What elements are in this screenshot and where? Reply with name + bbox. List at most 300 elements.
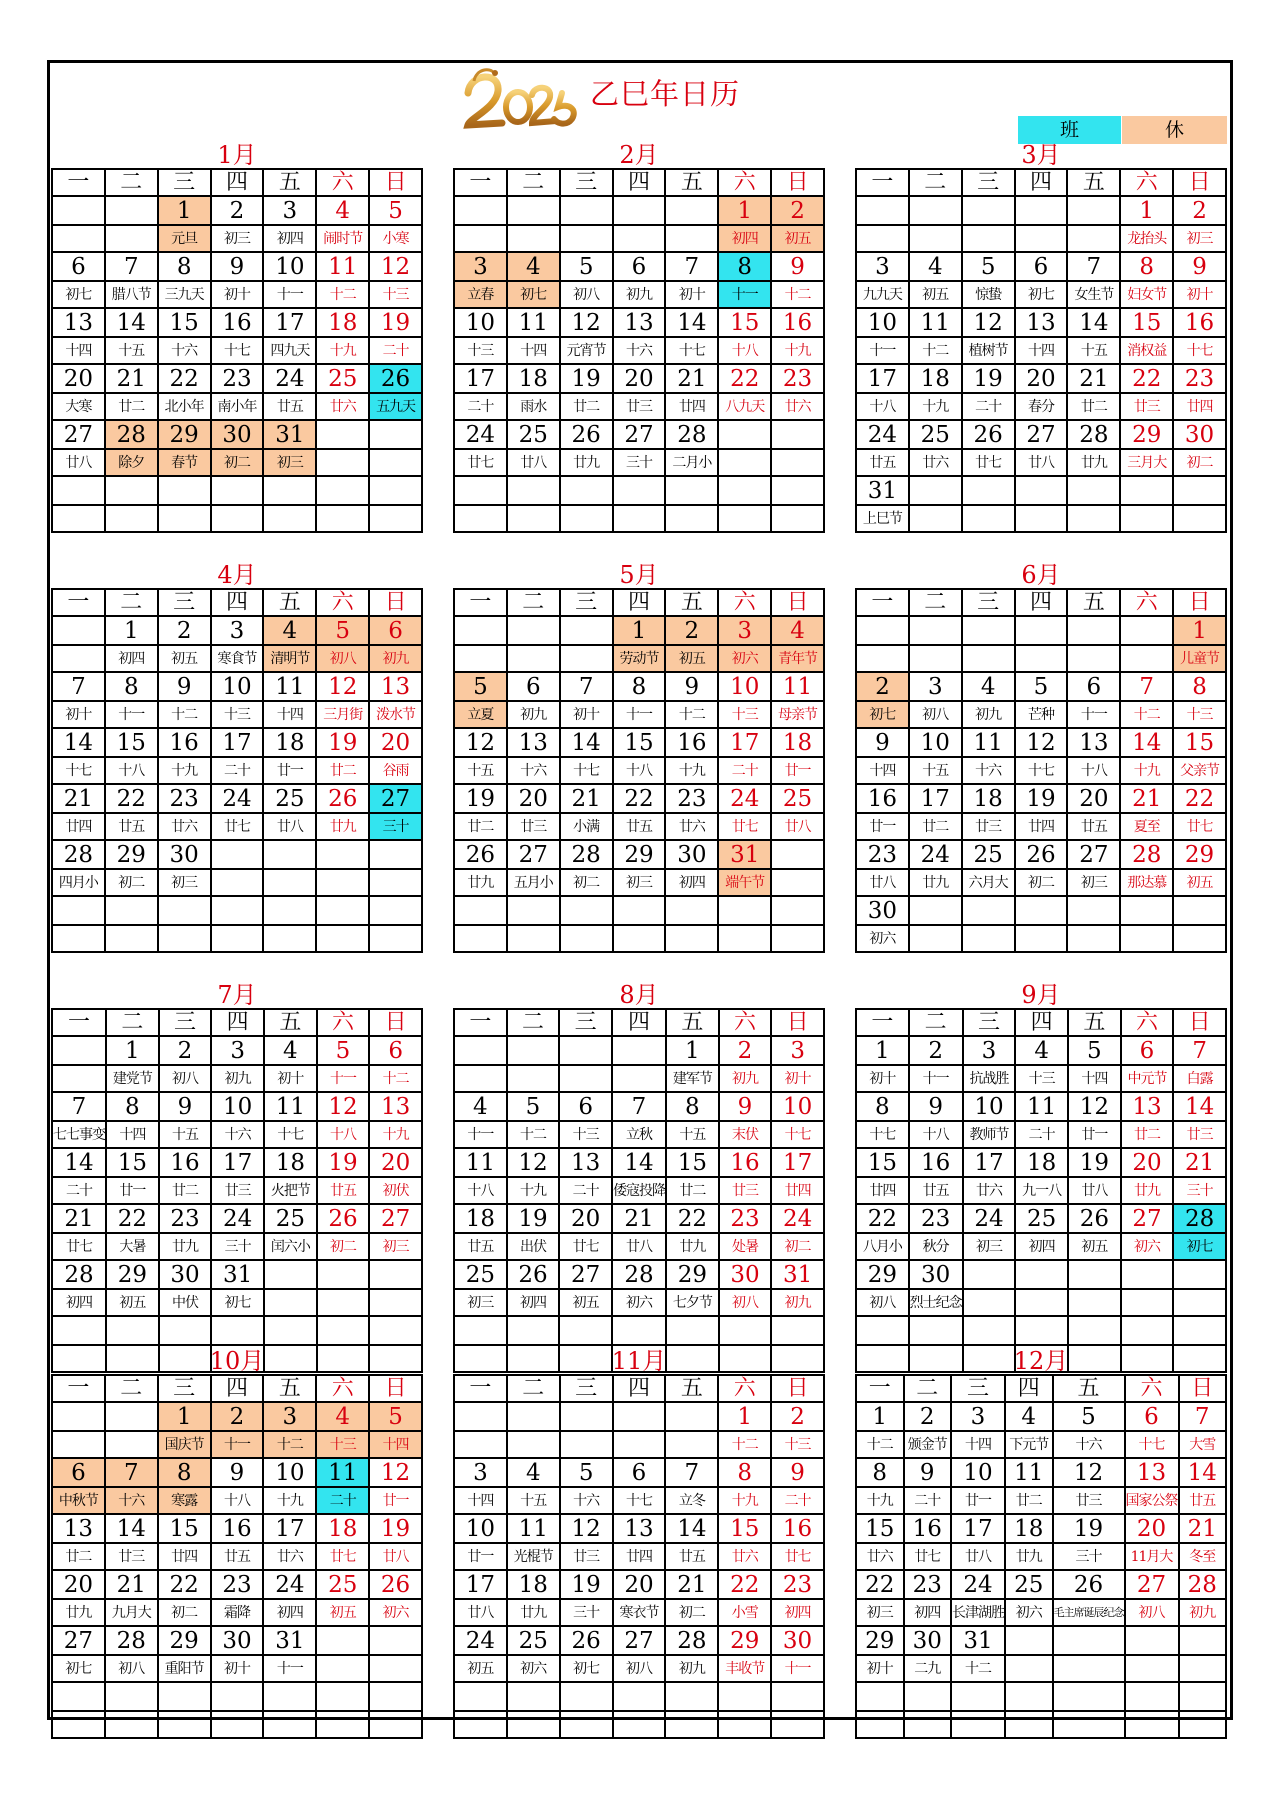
day-number: 7: [1180, 1403, 1228, 1432]
lunar-label: 三十: [1054, 1544, 1126, 1571]
lunar-label: 廿六: [317, 394, 370, 421]
lunar-label: 廿二: [455, 814, 508, 841]
lunar-label: 火把节: [265, 1178, 318, 1205]
day-number: 27: [1016, 421, 1069, 450]
day-number: 4: [265, 1037, 318, 1066]
lunar-label: 初五: [560, 1290, 613, 1317]
lunar-label: 龙抬头: [1121, 226, 1174, 253]
lunar-label: 七七事变: [53, 1122, 107, 1149]
lunar-label: 廿八: [857, 870, 910, 897]
weekday-header: 三: [159, 170, 212, 197]
day-number: 29: [106, 841, 159, 870]
lunar-label: 廿七: [772, 1544, 825, 1571]
day-number: 6: [1122, 1037, 1175, 1066]
lunar-label: 十四: [455, 1488, 508, 1515]
day-number: 2: [720, 1037, 773, 1066]
day-number: 19: [1054, 1515, 1126, 1544]
lunar-label: 廿五: [212, 1544, 265, 1571]
empty-cell: [857, 226, 910, 253]
day-number: 28: [53, 1261, 107, 1290]
empty-cell: [370, 1656, 423, 1683]
weekday-header: 四: [1016, 590, 1069, 617]
empty-cell: [1016, 617, 1069, 646]
empty-cell: [160, 1317, 213, 1346]
day-number: 9: [160, 1093, 213, 1122]
lunar-label: 三十: [370, 814, 423, 841]
empty-cell: [455, 617, 508, 646]
day-number: 25: [455, 1261, 508, 1290]
lunar-label: 惊蛰: [963, 282, 1016, 309]
empty-cell: [1174, 477, 1227, 506]
day-number: 12: [317, 673, 370, 702]
lunar-label: 十九: [508, 1178, 561, 1205]
lunar-label: 十四: [1069, 1066, 1122, 1093]
empty-cell: [1054, 1712, 1126, 1739]
day-number: 8: [857, 1093, 910, 1122]
lunar-label: 初五: [1174, 870, 1227, 897]
lunar-label: 廿五: [264, 394, 317, 421]
weekday-header: 六: [317, 1376, 370, 1403]
lunar-label: 廿五: [857, 450, 910, 477]
lunar-label: 二十: [560, 1178, 613, 1205]
day-number: 7: [1121, 673, 1174, 702]
lunar-label: 那达慕: [1121, 870, 1174, 897]
weekday-header: 五: [264, 170, 317, 197]
empty-cell: [614, 477, 667, 506]
weekday-header: 三: [952, 1376, 1006, 1403]
lunar-label: 初十: [857, 1066, 910, 1093]
weekday-header: 五: [1068, 170, 1121, 197]
lunar-label: 初七: [53, 282, 106, 309]
empty-cell: [53, 226, 106, 253]
day-number: 11: [317, 253, 370, 282]
day-number: 14: [561, 729, 614, 758]
day-number: 18: [910, 365, 963, 394]
empty-cell: [560, 1317, 613, 1346]
lunar-label: 十三: [1174, 702, 1227, 729]
lunar-label: 十八: [455, 1178, 508, 1205]
lunar-label: 初二: [1174, 450, 1227, 477]
lunar-label: 大寒: [53, 394, 106, 421]
month-grid: [855, 1008, 1227, 1373]
empty-cell: [561, 506, 614, 533]
day-number: 16: [1174, 309, 1227, 338]
lunar-label: 廿二: [1122, 1122, 1175, 1149]
lunar-label: 廿八: [613, 1234, 667, 1261]
lunar-label: 十三: [772, 1432, 825, 1459]
empty-cell: [910, 1317, 964, 1346]
weekday-header: 六: [318, 1010, 371, 1037]
lunar-label: 女生节: [1068, 282, 1121, 309]
lunar-label: 十一: [318, 1066, 371, 1093]
weekday-header: 一: [857, 590, 910, 617]
empty-cell: [264, 1683, 317, 1712]
day-number: 24: [772, 1205, 825, 1234]
empty-cell: [265, 1261, 318, 1290]
empty-cell: [1016, 226, 1069, 253]
empty-cell: [561, 1403, 614, 1432]
day-number: 24: [455, 421, 508, 450]
weekday-header: 二: [508, 170, 561, 197]
lunar-label: 十一: [106, 702, 159, 729]
lunar-label: 初五: [772, 226, 825, 253]
day-number: 25: [1016, 1205, 1069, 1234]
month-grid: [51, 588, 423, 953]
empty-cell: [455, 506, 508, 533]
weekday-header: 二: [106, 590, 159, 617]
empty-cell: [53, 197, 106, 226]
weekday-header: 三: [561, 590, 614, 617]
lunar-label: 十四: [508, 338, 561, 365]
lunar-label: 立秋: [613, 1122, 667, 1149]
day-number: 2: [212, 197, 265, 226]
lunar-label: 中伏: [160, 1290, 213, 1317]
day-number: 22: [857, 1205, 910, 1234]
empty-cell: [106, 197, 159, 226]
lunar-label: 廿四: [1174, 394, 1227, 421]
lunar-label: 三十: [212, 1234, 265, 1261]
day-number: 21: [1174, 1149, 1227, 1178]
lunar-label: 十九: [666, 758, 719, 785]
day-number: 5: [370, 197, 423, 226]
lunar-label: 初八: [561, 282, 614, 309]
lunar-label: 廿三: [561, 1544, 614, 1571]
lunar-label: 十八: [106, 758, 159, 785]
empty-cell: [106, 1432, 159, 1459]
lunar-label: 初十: [265, 1066, 318, 1093]
lunar-label: 大雪: [1180, 1432, 1228, 1459]
day-number: 19: [1016, 785, 1069, 814]
day-number: 2: [160, 1037, 213, 1066]
lunar-label: 初四: [1016, 1234, 1069, 1261]
lunar-label: 倭寇投降: [613, 1178, 667, 1205]
lunar-label: 二九: [905, 1656, 953, 1683]
empty-cell: [370, 870, 423, 897]
day-number: 17: [964, 1149, 1017, 1178]
empty-cell: [857, 617, 910, 646]
lunar-label: 十八: [910, 1122, 964, 1149]
lunar-label: 重阳节: [159, 1656, 212, 1683]
weekday-header: 一: [455, 590, 508, 617]
lunar-label: 夏至: [1121, 814, 1174, 841]
empty-cell: [53, 646, 106, 673]
day-number: 6: [508, 673, 561, 702]
weekday-header: 一: [455, 1010, 508, 1037]
lunar-label: 十三: [455, 338, 508, 365]
empty-cell: [1016, 1317, 1069, 1346]
lunar-label: 初八: [720, 1290, 773, 1317]
lunar-label: 十六: [159, 338, 212, 365]
day-number: 21: [613, 1205, 667, 1234]
weekday-header: 三: [561, 170, 614, 197]
lunar-label: 小寒: [370, 226, 423, 253]
lunar-label: 初三: [370, 1234, 423, 1261]
day-number: 18: [1006, 1515, 1054, 1544]
lunar-label: 十九: [317, 338, 370, 365]
lunar-label: 中秋节: [53, 1488, 106, 1515]
day-number: 2: [772, 197, 825, 226]
empty-cell: [772, 1317, 825, 1346]
lunar-label: 廿五: [1180, 1488, 1228, 1515]
empty-cell: [508, 477, 561, 506]
weekday-header: 一: [857, 170, 910, 197]
lunar-label: 初八: [857, 1290, 910, 1317]
day-number: 3: [455, 253, 508, 282]
empty-cell: [910, 897, 963, 926]
lunar-label: 廿七: [560, 1234, 613, 1261]
weekday-header: 二: [910, 1010, 964, 1037]
lunar-label: 三十: [561, 1600, 614, 1627]
day-number: 7: [106, 253, 159, 282]
lunar-label: 十一: [910, 1066, 964, 1093]
day-number: 24: [719, 785, 772, 814]
empty-cell: [370, 1712, 423, 1739]
lunar-label: 初八: [910, 702, 963, 729]
empty-cell: [317, 450, 370, 477]
day-number: 13: [560, 1149, 613, 1178]
lunar-label: 初二: [159, 1600, 212, 1627]
empty-cell: [1006, 1683, 1054, 1712]
empty-cell: [964, 1290, 1017, 1317]
day-number: 19: [561, 365, 614, 394]
lunar-label: 廿九: [910, 870, 963, 897]
day-number: 24: [952, 1571, 1006, 1600]
empty-cell: [1174, 897, 1227, 926]
lunar-label: 冬至: [1180, 1544, 1228, 1571]
lunar-label: 廿一: [857, 814, 910, 841]
empty-cell: [1068, 617, 1121, 646]
empty-cell: [106, 1403, 159, 1432]
day-number: 1: [857, 1403, 905, 1432]
day-number: 1: [667, 1037, 720, 1066]
lunar-label: 廿八: [264, 814, 317, 841]
empty-cell: [455, 646, 508, 673]
empty-cell: [1016, 477, 1069, 506]
empty-cell: [370, 897, 423, 926]
empty-cell: [772, 506, 825, 533]
day-number: 24: [264, 1571, 317, 1600]
day-number: 5: [455, 673, 508, 702]
lunar-label: 十一: [455, 1122, 508, 1149]
day-number: 14: [666, 309, 719, 338]
day-number: 4: [455, 1093, 508, 1122]
lunar-label: 九月大: [106, 1600, 159, 1627]
month-title: 2月: [619, 141, 659, 169]
empty-cell: [264, 477, 317, 506]
empty-cell: [772, 926, 825, 953]
lunar-label: 廿四: [53, 814, 106, 841]
lunar-label: 初三: [455, 1290, 508, 1317]
month-title: 5月: [619, 561, 659, 589]
lunar-label: 十七: [212, 338, 265, 365]
empty-cell: [212, 1317, 265, 1346]
day-number: 29: [857, 1627, 905, 1656]
day-number: 2: [857, 673, 910, 702]
lunar-label: 廿二: [667, 1178, 720, 1205]
day-number: 17: [264, 1515, 317, 1544]
day-number: 15: [719, 309, 772, 338]
empty-cell: [1174, 1261, 1227, 1290]
day-number: 18: [772, 729, 825, 758]
weekday-header: 日: [1174, 1010, 1227, 1037]
empty-cell: [508, 1712, 561, 1739]
weekday-header: 二: [905, 1376, 953, 1403]
day-number: 10: [857, 309, 910, 338]
weekday-header: 一: [857, 1010, 910, 1037]
day-number: 20: [1068, 785, 1121, 814]
empty-cell: [508, 1066, 561, 1093]
empty-cell: [910, 197, 963, 226]
day-number: 5: [318, 1037, 371, 1066]
empty-cell: [53, 1712, 106, 1739]
lunar-label: 廿五: [666, 1544, 719, 1571]
lunar-label: 初六: [857, 926, 910, 953]
day-number: 9: [1174, 253, 1227, 282]
empty-cell: [561, 226, 614, 253]
empty-cell: [455, 897, 508, 926]
day-number: 15: [857, 1515, 905, 1544]
lunar-label: 廿四: [159, 1544, 212, 1571]
lunar-label: 雨水: [508, 394, 561, 421]
lunar-label: 十八: [1068, 758, 1121, 785]
day-number: 8: [107, 1093, 160, 1122]
empty-cell: [317, 1656, 370, 1683]
day-number: 1: [159, 1403, 212, 1432]
day-number: 24: [264, 365, 317, 394]
empty-cell: [508, 1317, 561, 1346]
day-number: 20: [1126, 1515, 1180, 1544]
lunar-label: 十二: [317, 282, 370, 309]
day-number: 17: [455, 1571, 508, 1600]
empty-cell: [666, 197, 719, 226]
empty-cell: [1006, 1712, 1054, 1739]
lunar-label: 十九: [1121, 758, 1174, 785]
empty-cell: [370, 1290, 423, 1317]
empty-cell: [317, 926, 370, 953]
lunar-label: 初八: [317, 646, 370, 673]
day-number: 7: [1068, 253, 1121, 282]
lunar-label: 四九天: [264, 338, 317, 365]
lunar-label: 十五: [106, 338, 159, 365]
weekday-header: 四: [1006, 1376, 1054, 1403]
day-number: 1: [159, 197, 212, 226]
day-number: 21: [106, 365, 159, 394]
lunar-label: 十七: [1174, 338, 1227, 365]
empty-cell: [613, 1037, 667, 1066]
empty-cell: [370, 1683, 423, 1712]
day-number: 21: [53, 785, 106, 814]
empty-cell: [719, 897, 772, 926]
empty-cell: [1068, 197, 1121, 226]
empty-cell: [952, 1712, 1006, 1739]
empty-cell: [508, 1037, 561, 1066]
day-number: 16: [159, 729, 212, 758]
day-number: 5: [561, 253, 614, 282]
lunar-label: 抗战胜: [964, 1066, 1017, 1093]
lunar-label: 廿三: [508, 814, 561, 841]
day-number: 29: [1174, 841, 1227, 870]
day-number: 23: [666, 785, 719, 814]
day-number: 2: [910, 1037, 964, 1066]
day-number: 6: [614, 253, 667, 282]
lunar-label: 初五: [1069, 1234, 1122, 1261]
lunar-label: 廿八: [1069, 1178, 1122, 1205]
lunar-label: 廿七: [1174, 814, 1227, 841]
lunar-label: 初四: [666, 870, 719, 897]
lunar-label: 十八: [857, 394, 910, 421]
day-number: 10: [264, 1459, 317, 1488]
lunar-label: 廿一: [107, 1178, 160, 1205]
lunar-label: 初二: [106, 870, 159, 897]
weekday-header: 六: [317, 170, 370, 197]
day-number: 25: [264, 785, 317, 814]
empty-cell: [264, 870, 317, 897]
weekday-header: 日: [370, 1010, 423, 1037]
day-number: 16: [720, 1149, 773, 1178]
day-number: 28: [53, 841, 106, 870]
day-number: 30: [772, 1627, 825, 1656]
lunar-label: 廿二: [53, 1544, 106, 1571]
lunar-label: 廿四: [772, 1178, 825, 1205]
day-number: 26: [561, 421, 614, 450]
lunar-label: 初五: [317, 1600, 370, 1627]
lunar-label: 初九: [370, 646, 423, 673]
empty-cell: [772, 421, 825, 450]
empty-cell: [719, 477, 772, 506]
lunar-label: 初七: [857, 702, 910, 729]
lunar-label: 廿二: [317, 758, 370, 785]
lunar-label: 初四: [905, 1600, 953, 1627]
lunar-label: 十九: [159, 758, 212, 785]
lunar-label: 廿六: [666, 814, 719, 841]
lunar-label: 初九: [614, 282, 667, 309]
weekday-header: 二: [508, 1010, 561, 1037]
day-number: 8: [1174, 673, 1227, 702]
month-grid: [855, 1374, 1227, 1739]
day-number: 19: [963, 365, 1016, 394]
empty-cell: [1054, 1683, 1126, 1712]
day-number: 27: [1126, 1571, 1180, 1600]
day-number: 7: [561, 673, 614, 702]
day-number: 3: [772, 1037, 825, 1066]
day-number: 26: [508, 1261, 561, 1290]
weekday-header: 日: [772, 170, 825, 197]
empty-cell: [666, 477, 719, 506]
day-number: 8: [1121, 253, 1174, 282]
day-number: 15: [159, 309, 212, 338]
day-number: 18: [265, 1149, 318, 1178]
day-number: 31: [857, 477, 910, 506]
day-number: 18: [508, 1571, 561, 1600]
lunar-label: 二十: [212, 758, 265, 785]
lunar-label: 三十: [614, 450, 667, 477]
day-number: 23: [857, 841, 910, 870]
lunar-label: 除夕: [106, 450, 159, 477]
month-grid: [453, 168, 825, 533]
empty-cell: [561, 617, 614, 646]
month-title: 11月: [611, 1347, 667, 1375]
empty-cell: [857, 646, 910, 673]
day-number: 23: [1174, 365, 1227, 394]
day-number: 18: [317, 1515, 370, 1544]
day-number: 14: [1121, 729, 1174, 758]
day-number: 9: [905, 1459, 953, 1488]
day-number: 8: [159, 1459, 212, 1488]
day-number: 12: [370, 1459, 423, 1488]
lunar-label: 廿七: [317, 1544, 370, 1571]
empty-cell: [963, 646, 1016, 673]
day-number: 6: [370, 1037, 423, 1066]
